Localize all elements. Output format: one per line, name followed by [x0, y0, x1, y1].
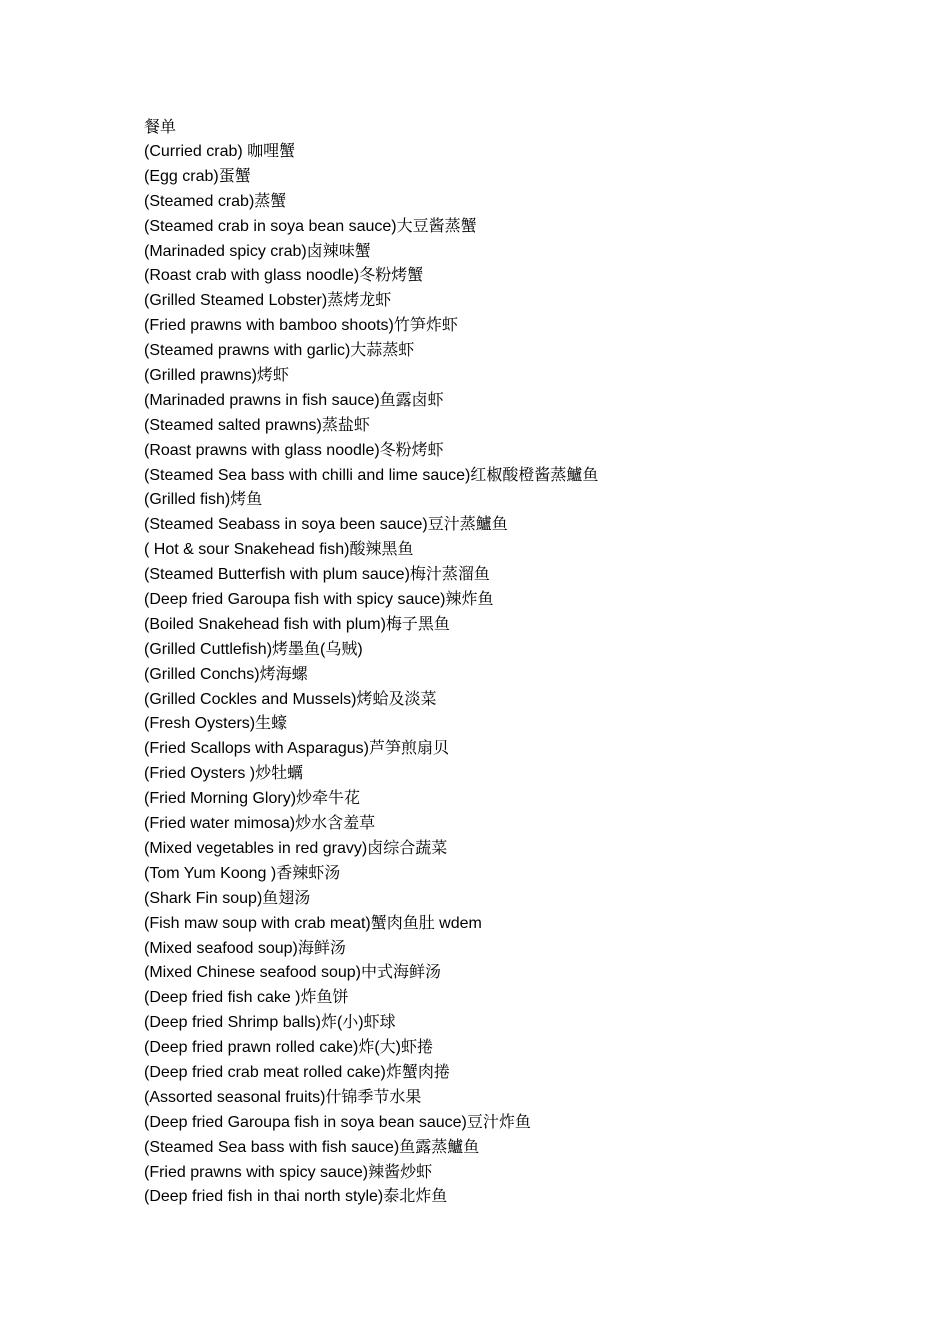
menu-content	[144, 115, 904, 1210]
menu-item: (Fresh Oysters)生蠔	[144, 715, 288, 733]
menu-item: ( Hot & sour Snakehead fish)酸辣黑鱼	[144, 541, 414, 559]
menu-item: (Fish maw soup with crab meat)蟹肉鱼肚 wdem	[144, 914, 482, 932]
menu-item: (Tom Yum Koong )香辣虾汤	[144, 864, 341, 882]
menu-item: (Grilled Conchs)烤海螺	[144, 665, 308, 683]
menu-item: (Deep fried Shrimp balls)炸(小)虾球	[144, 1014, 396, 1032]
menu-item: (Steamed Butterfish with plum sauce)梅汁蒸溜鱼	[144, 566, 490, 584]
menu-item: (Fried prawns with bamboo shoots)竹笋炸虾	[144, 317, 458, 335]
menu-item: (Fried Oysters )炒牡蠣	[144, 765, 304, 783]
menu-item: (Steamed Seabass in soya been sauce)豆汁蒸鱸鱼	[144, 516, 508, 534]
menu-item: (Steamed prawns with garlic)大蒜蒸虾	[144, 342, 415, 360]
menu-item: (Grilled prawns)烤虾	[144, 367, 289, 385]
menu-item: (Mixed vegetables in red gravy)卤综合蔬菜	[144, 839, 448, 857]
menu-item: (Grilled fish)烤鱼	[144, 491, 263, 509]
menu-item: (Steamed crab in soya bean sauce)大豆酱蒸蟹	[144, 217, 477, 235]
menu-item: (Boiled Snakehead fish with plum)梅子黑鱼	[144, 615, 450, 633]
menu-item: (Steamed salted prawns)蒸盐虾	[144, 416, 370, 434]
menu-item: (Grilled Steamed Lobster)蒸烤龙虾	[144, 292, 392, 310]
menu-item: (Assorted seasonal fruits)什锦季节水果	[144, 1088, 422, 1106]
menu-title: 餐单	[144, 119, 177, 136]
menu-item: (Steamed Sea bass with chilli and lime sauce)红椒酸橙酱蒸鱸鱼	[144, 466, 599, 484]
menu-item: (Fried Scallops with Asparagus)芦笋煎扇贝	[144, 740, 449, 758]
menu-item: (Deep fried Garoupa fish in soya bean sauce)豆汁炸鱼	[144, 1113, 531, 1131]
menu-item: (Mixed Chinese seafood soup)中式海鲜汤	[144, 964, 442, 982]
menu-item: (Fried water mimosa)炒水含羞草	[144, 815, 376, 833]
menu-item: (Deep fried prawn rolled cake)炸(大)虾捲	[144, 1039, 433, 1057]
menu-item: (Curried crab) 咖哩蟹	[144, 143, 296, 160]
menu-item: (Deep fried fish cake )炸鱼饼	[144, 989, 349, 1007]
menu-item: (Steamed crab)蒸蟹	[144, 192, 287, 210]
menu-item: (Fried Morning Glory)炒牵牛花	[144, 790, 361, 808]
menu-item: (Marinaded prawns in fish sauce)鱼露卤虾	[144, 391, 444, 409]
menu-item: (Deep fried crab meat rolled cake)炸蟹肉捲	[144, 1063, 450, 1081]
menu-item: (Egg crab)蛋蟹	[144, 167, 251, 185]
menu-item: (Deep fried Garoupa fish with spicy sauce)辣炸鱼	[144, 591, 494, 609]
menu-list	[144, 140, 904, 1210]
menu-item: (Grilled Cockles and Mussels)烤蛤及淡菜	[144, 690, 437, 708]
menu-item: (Grilled Cuttlefish)烤墨鱼(乌贼)	[144, 640, 363, 658]
menu-item: (Deep fried fish in thai north style)泰北炸鱼	[144, 1188, 448, 1206]
menu-item: (Steamed Sea bass with fish sauce)鱼露蒸鱸鱼	[144, 1138, 480, 1156]
menu-item: (Shark Fin soup)鱼翅汤	[144, 889, 311, 907]
menu-item: (Roast prawns with glass noodle)冬粉烤虾	[144, 441, 444, 459]
menu-item: (Mixed seafood soup)海鲜汤	[144, 939, 346, 957]
menu-item: (Fried prawns with spicy sauce)辣酱炒虾	[144, 1163, 433, 1181]
menu-item: (Marinaded spicy crab)卤辣味蟹	[144, 242, 371, 260]
menu-item: (Roast crab with glass noodle)冬粉烤蟹	[144, 267, 424, 285]
